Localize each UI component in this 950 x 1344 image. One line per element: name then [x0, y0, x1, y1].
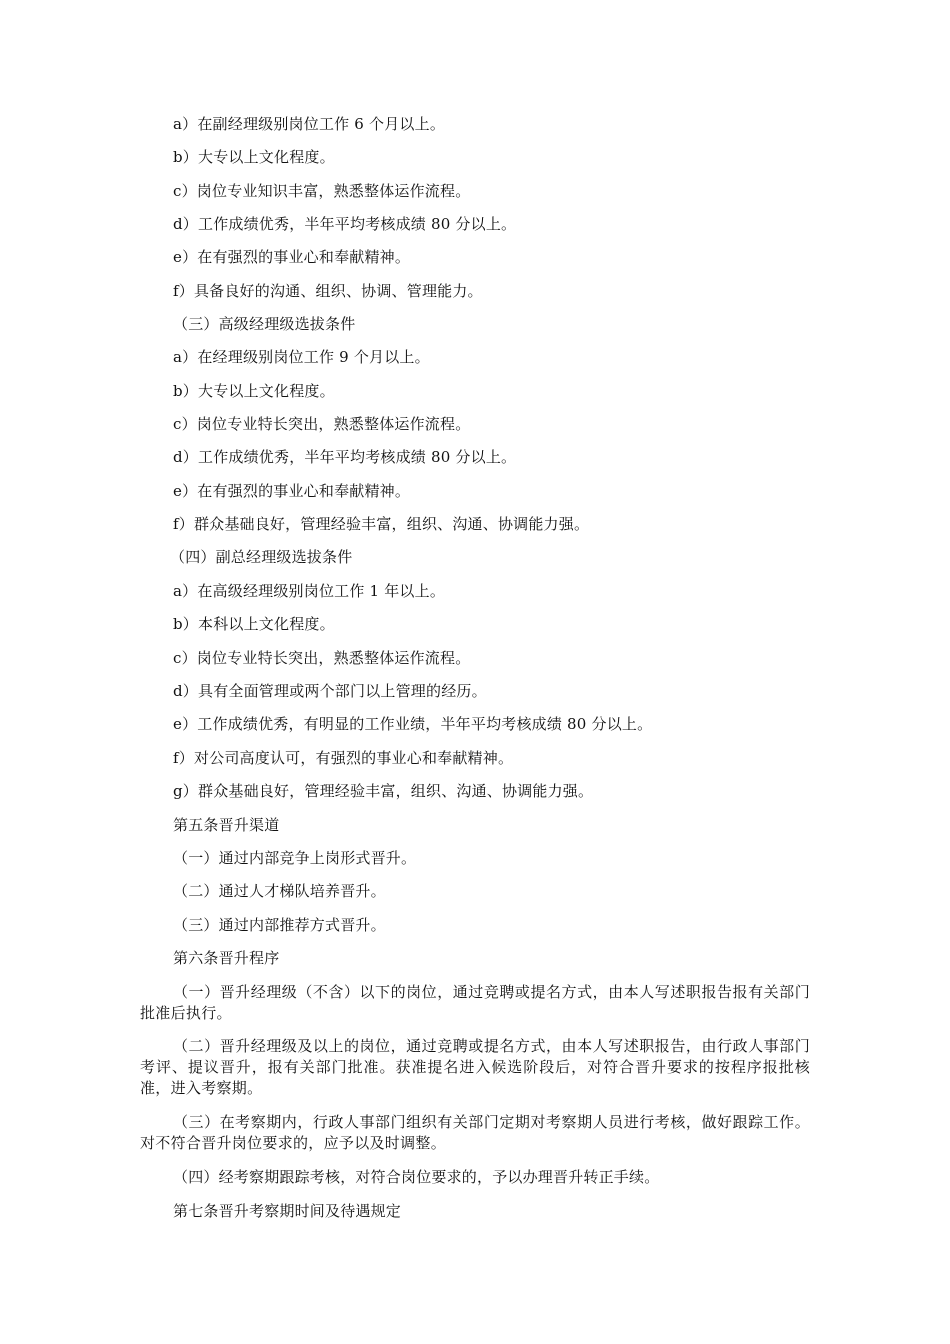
article-heading: 第五条晋升渠道	[173, 816, 280, 834]
section-heading: （四）副总经理级选拔条件	[170, 548, 353, 566]
article-heading: 第七条晋升考察期时间及待遇规定	[173, 1202, 402, 1220]
text-line: e）在有强烈的事业心和奉献精神。	[173, 482, 411, 500]
text-line: f）群众基础良好，管理经验丰富，组织、沟通、协调能力强。	[173, 515, 590, 533]
text-line: （四）经考察期跟踪考核，对符合岗位要求的，予以办理晋升转正手续。	[173, 1168, 660, 1186]
text-line: （二）通过人才梯队培养晋升。	[173, 882, 386, 900]
text-line: f）对公司高度认可，有强烈的事业心和奉献精神。	[173, 749, 514, 767]
article-heading: 第六条晋升程序	[173, 949, 280, 967]
text-line: （三）通过内部推荐方式晋升。	[173, 916, 386, 934]
text-line: a）在高级经理级别岗位工作 1 年以上。	[173, 582, 446, 600]
text-line: e）在有强烈的事业心和奉献精神。	[173, 248, 411, 266]
text-line: c）岗位专业特长突出，熟悉整体运作流程。	[173, 649, 471, 667]
text-line: d）工作成绩优秀，半年平均考核成绩 80 分以上。	[173, 448, 517, 466]
text-line: a）在副经理级别岗位工作 6 个月以上。	[173, 115, 446, 133]
section-heading: （三）高级经理级选拔条件	[173, 315, 356, 333]
text-line: c）岗位专业特长突出，熟悉整体运作流程。	[173, 415, 471, 433]
text-line: b）大专以上文化程度。	[173, 382, 335, 400]
text-line: e）工作成绩优秀，有明显的工作业绩，半年平均考核成绩 80 分以上。	[173, 715, 653, 733]
text-line: b）大专以上文化程度。	[173, 148, 335, 166]
text-line: c）岗位专业知识丰富，熟悉整体运作流程。	[173, 182, 471, 200]
text-line: b）本科以上文化程度。	[173, 615, 335, 633]
paragraph: （一）晋升经理级（不含）以下的岗位，通过竞聘或提名方式，由本人写述职报告报有关部门批准后执行。	[140, 983, 810, 1022]
text-line: d）具有全面管理或两个部门以上管理的经历。	[173, 682, 487, 700]
text-line: g）群众基础良好，管理经验丰富，组织、沟通、协调能力强。	[173, 782, 594, 800]
paragraph: （二）晋升经理级及以上的岗位，通过竞聘或提名方式，由本人写述职报告，由行政人事部门考评、提议晋升，报有关部门批准。获准提名进入候选阶段后，对符合晋升要求的按程序报批核准，进入考察期。	[140, 1037, 810, 1097]
text-line: a）在经理级别岗位工作 9 个月以上。	[173, 348, 430, 366]
paragraph: （三）在考察期内，行政人事部门组织有关部门定期对考察期人员进行考核，做好跟踪工作。对不符合晋升岗位要求的，应予以及时调整。	[140, 1113, 810, 1152]
text-line: （一）通过内部竞争上岗形式晋升。	[173, 849, 417, 867]
text-line: d）工作成绩优秀，半年平均考核成绩 80 分以上。	[173, 215, 517, 233]
text-line: f）具备良好的沟通、组织、协调、管理能力。	[173, 282, 483, 300]
